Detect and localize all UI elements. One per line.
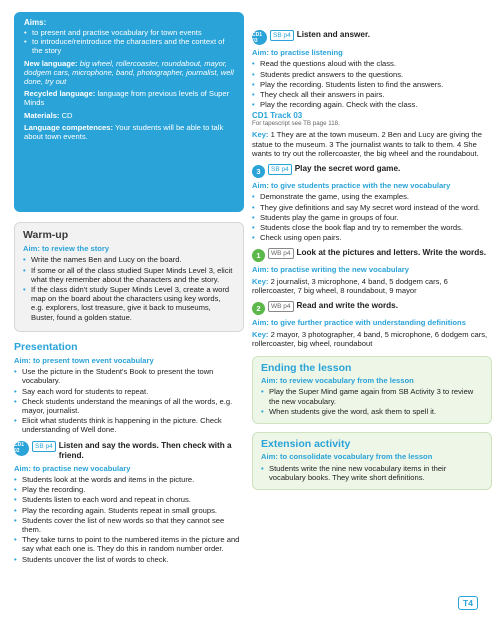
ending-box [252,356,492,424]
list-item: • Students look at the words and items in the picture. [14,475,244,484]
list-item: • If the class didn't study Super Minds Level 3, create a word map on the board about the characters using key words, e.g. explorers, lost treasure, give it back to museums, Buster, found a golden statue. [23,285,235,322]
list-item: • They give definitions and say My secret word instead of the word. [252,203,492,212]
activity-number-icon: 2 [252,302,265,315]
aim-item: • to present and practise vocabulary for town events [24,28,234,37]
listen-answer-list [252,59,492,109]
extension-box [252,432,492,490]
answer-key: Key: 2 journalist, 3 microphone, 4 band, 5 dodgem cars, 6 rollercoaster, 7 big wheel, 8 roundabout, 9 mayor [252,276,448,296]
list-item: • Check using open pairs. [252,233,492,242]
answer-key: Key: 2 mayor, 3 photographer, 4 band, 5 microphone, 6 dodgem cars, rollercoaster, big wheel, roundabout [252,329,488,348]
list-item: • Students listen to each word and repeat in chorus. [14,495,244,504]
list-item: • Use the picture in the Student's Book to present the town vocabulary. [14,367,244,385]
activity-secret-word [252,164,492,178]
activity-instruction: Listen and answer. [296,30,370,39]
cd-track: CD1 Track 03 [252,111,303,121]
listen-say-list [14,475,244,564]
page-number: T4 [458,596,478,610]
warmup-title: Warm-up [23,229,69,241]
list-item: • Play the Super Mind game again from SB Activity 3 to review the new vocabulary. [261,387,483,405]
cd-icon: CD1 02 [14,441,29,456]
activity-number-icon: 3 [252,165,265,178]
presentation-list [14,367,244,434]
list-item: • Read the questions aloud with the class. [252,59,492,68]
language-competences: Language competences: Your students will be able to talk about town events. [24,122,224,142]
activity-instruction: Listen and say the words. Then check with a friend. [58,440,232,460]
sb-reference: SB p4 [32,441,56,452]
listen-say-aim: Aim: to practise new vocabulary [14,463,131,473]
materials: Materials: CD [24,110,73,120]
answer-key: Key: 1 They are at the town museum. 2 Ben and Lucy are giving the statue to the museum. 3 The journalist wants to talk to them. 4 She wants to try out the rollercoaster, the big wheel and the roundabout. [252,130,482,158]
list-item: • Students uncover the list of words to check. [14,555,244,564]
extension-list [261,464,483,482]
ending-aim: Aim: to review vocabulary from the lesson [261,376,414,386]
list-item: • They take turns to point to the numbered items in the picture and say what each one is. They do this in random number order. [14,535,244,553]
left-column [14,12,244,565]
aim-item: • to introduce/reintroduce the characters and the context of the story [24,37,234,55]
secret-word-aim: Aim: to give students practice with the new vocabulary [252,181,451,191]
ending-title: Ending the lesson [261,362,352,375]
tapescript-note: For tapescript see TB page 118. [252,120,340,128]
warmup-list [23,255,235,321]
activity-wb2 [252,301,492,315]
activity-number-icon: 1 [252,249,265,262]
ending-list [261,387,483,416]
new-language: New language: big wheel, rollercoaster, roundabout, mayor, dodgem cars, microphone, band, photographer, journalist, well done, try out [24,58,234,87]
listen-answer-aim: Aim: to practise listening [252,48,343,57]
list-item: • Students write the nine new vocabulary items in their vocabulary books. They write short definitions. [261,464,483,482]
list-item: • They check all their answers in pairs. [252,90,492,99]
list-item: • If some or all of the class studied Super Minds Level 3, elicit what they remember about the characters and the story. [23,266,235,284]
presentation-aim: Aim: to present town event vocabulary [14,355,154,365]
list-item: • Students play the game in groups of four. [252,213,492,222]
activity-instruction: Read and write the words. [296,301,398,311]
list-item: • Play the recording again. Check with the class. [252,100,492,109]
extension-aim: Aim: to consolidate vocabulary from the lesson [261,452,433,462]
list-item: • When students give the word, ask them to spell it. [261,407,483,416]
wb-reference: WB p4 [268,301,294,312]
aims-list [24,28,234,56]
list-item: • Students cover the list of new words so that they cannot see them. [14,516,244,534]
sb-reference: SB p4 [270,30,294,41]
list-item: • Say each word for students to repeat. [14,387,244,396]
presentation-title: Presentation [14,340,78,353]
list-item: • Play the recording. Students listen to find the answers. [252,80,492,89]
warmup-box [14,222,244,332]
list-item: • Students close the book flap and try to remember the words. [252,223,492,232]
activity-instruction: Look at the pictures and letters. Write the words. [296,248,487,258]
aims-box [14,12,244,212]
list-item: • Demonstrate the game, using the examples. [252,192,492,201]
secret-word-list [252,192,492,242]
extension-title: Extension activity [261,438,351,451]
list-item: • Check students understand the meanings of all the words, e.g. mayor, journalist. [14,397,244,415]
wb2-aim: Aim: to give further practice with understanding definitions [252,318,466,328]
list-item: • Write the names Ben and Lucy on the board. [23,255,235,264]
activity-wb1 [252,248,492,262]
recycled-language: Recycled language: language from previous levels of Super Minds [24,89,230,108]
wb1-aim: Aim: to practise writing the new vocabulary [252,265,409,275]
cd-icon: CD1 03 [252,30,267,45]
list-item: • Play the recording. [14,485,244,494]
activity-instruction: Play the secret word game. [294,164,401,174]
list-item: • Students predict answers to the questions. [252,70,492,79]
sb-reference: SB p4 [268,164,292,175]
list-item: • Elicit what students think is happening in the picture. Check understanding of Well done. [14,416,244,434]
list-item: • Play the recording again. Students repeat in small groups. [14,506,244,515]
activity-listen-say [14,441,244,461]
activity-listen-answer [252,30,492,45]
wb-reference: WB p4 [268,248,294,259]
aims-label: Aims: [24,18,47,27]
warmup-aim: Aim: to review the story [23,244,110,253]
right-column [252,30,492,490]
